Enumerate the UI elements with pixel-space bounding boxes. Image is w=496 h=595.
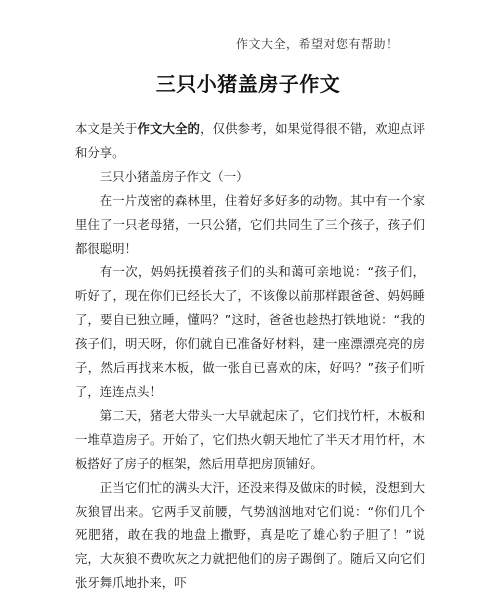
page-title: 三只小猪盖房子作文 [155,72,341,96]
paragraph-3: 第二天，猪老大带头一大早就起床了，它们找竹杆，木板和一堆草造房子。开始了，它们热火朝天地忙了半天才用竹杆，木板搭好了房子的框架，然后用草把房顶铺好。 [75,407,425,471]
header-note: 作文大全，希望对您有帮助！ [236,37,399,51]
intro-prefix: 本文是关于 [75,121,138,136]
intro-paragraph [75,117,425,165]
paragraph-2: 有一次，妈妈抚摸着孩子们的头和蔼可亲地说：“孩子们，听好了，现在你们已经长大了，不该像以前那样跟爸爸、妈妈睡了，要自已独立睡，懂吗？”这时，爸爸也趁热打铁地说：“我的孩子们，明天呀，你们就自已准备好材料，建一座漂漂亮亮的房子，然后再找来木板，做一张自已喜欢的床，好吗？”孩子们听了，连连点头！ [75,264,425,399]
paragraph-1: 在一片茂密的森林里，住着好多好多的动物。其中有一个家里住了一只老母猪，一只公猪，它们共同生了三个孩子，孩子们都很聪明！ [75,192,425,256]
intro-suffix: ，仅供参考，如果觉得很不错，欢迎点评和分享。 [75,121,426,160]
paragraph-4: 正当它们忙的满头大汗，还没来得及做床的时候，没想到大灰狼冒出来。它两手叉前腰，气势汹汹地对它们说：“你们几个死肥猪，敢在我的地盘上撒野，真是吃了雄心豹子胆了！”说完，大灰狼不费吹灰之力就把他们的房子踢倒了。随后又向它们张牙舞爪地扑来，吓 [75,479,425,591]
section-heading: 三只小猪盖房子作文（一） [99,168,249,184]
intro-strong: 作文大全的 [137,121,201,136]
article-body [75,117,425,595]
